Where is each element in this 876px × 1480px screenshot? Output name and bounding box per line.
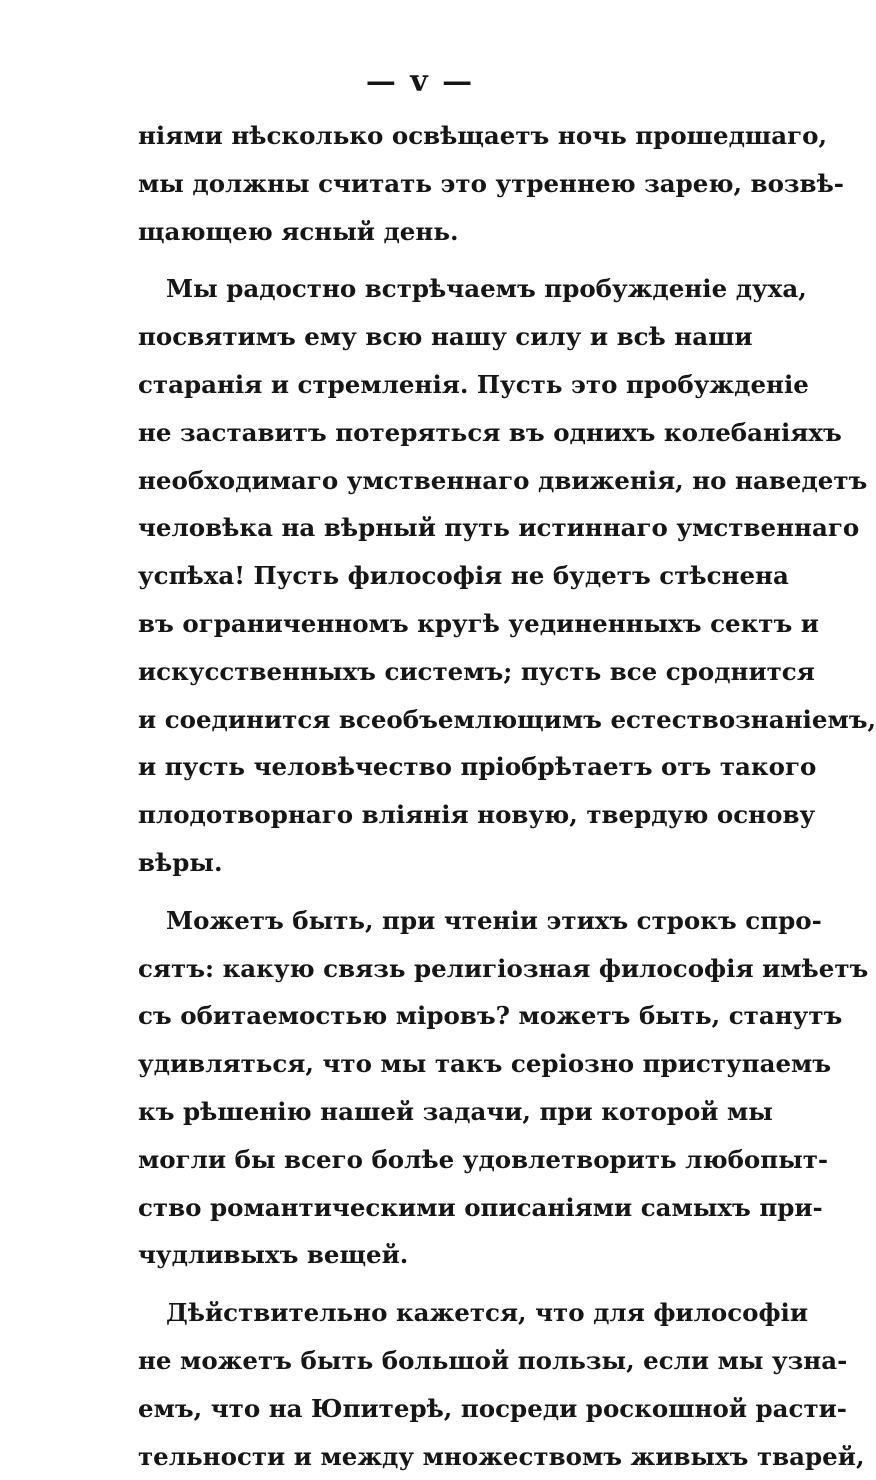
text-line: ство романтическими описаніями самыхъ при-	[138, 1192, 823, 1222]
text-line: къ рѣшенію нашей задачи, при которой мы	[138, 1096, 773, 1126]
text-line: искусственныхъ системъ; пусть все сроднится	[138, 656, 815, 686]
text-line: и пусть человѣчество пріобрѣтаетъ отъ такого	[138, 752, 817, 782]
text-line: тельности и между множествомъ живыхъ тварей,	[138, 1441, 865, 1471]
text-line: въ ограниченномъ кругѣ уединенныхъ сектъ и	[138, 608, 819, 638]
paragraph-4	[138, 1289, 865, 1480]
text-line: не можетъ быть большой пользы, если мы узна-	[138, 1345, 848, 1375]
text-line: щающею ясный день.	[138, 216, 459, 246]
text-line: и соединится всеобъемлющимъ естествознаніемъ,	[138, 704, 876, 734]
text-line: необходимаго умственнаго движенія, но наведетъ	[138, 465, 868, 495]
text-line: старанія и стремленія. Пусть это пробужденіе	[138, 369, 809, 399]
text-line: емъ, что на Юпитерѣ, посреди роскошной расти-	[138, 1393, 847, 1423]
text-line: Мы радостно встрѣчаемъ пробужденіе духа,	[166, 274, 807, 304]
text-line: Можетъ быть, при чтеніи этихъ строкъ спро-	[166, 905, 822, 935]
text-line: мы должны считать это утреннею зарею, возвѣ-	[138, 168, 844, 198]
page-number: — v —	[365, 64, 475, 99]
text-line: успѣха! Пусть философія не будетъ стѣснена	[138, 561, 789, 591]
text-line: Дѣйствительно кажется, что для философіи	[166, 1298, 809, 1328]
text-line: съ обитаемостью міровъ? можетъ быть, станутъ	[138, 1001, 843, 1031]
text-line: ніями нѣсколько освѣщаетъ ночь прошедшаго,	[138, 121, 827, 150]
text-line: могли бы всего болѣе удовлетворить любопыт-	[138, 1144, 829, 1174]
text-line: вѣры.	[138, 847, 223, 877]
text-line: плодотворнаго вліянія новую, твердую основу	[138, 800, 816, 830]
body-text	[138, 112, 876, 1480]
text-line: чудливыхъ вещей.	[138, 1240, 409, 1270]
paragraph-1	[138, 112, 844, 255]
paragraph-3	[138, 897, 869, 1279]
text-line: не заставитъ потеряться въ однихъ колебаніяхъ	[138, 417, 842, 447]
text-line: посвятимъ ему всю нашу силу и всѣ наши	[138, 322, 753, 352]
paragraph-2	[138, 265, 876, 886]
text-line: удивляться, что мы такъ серіозно приступаемъ	[138, 1049, 832, 1079]
text-line: сятъ: какую связь религіозная философія имѣетъ	[138, 953, 869, 983]
text-line: человѣка на вѣрный путь истиннаго умственнаго	[138, 513, 860, 543]
